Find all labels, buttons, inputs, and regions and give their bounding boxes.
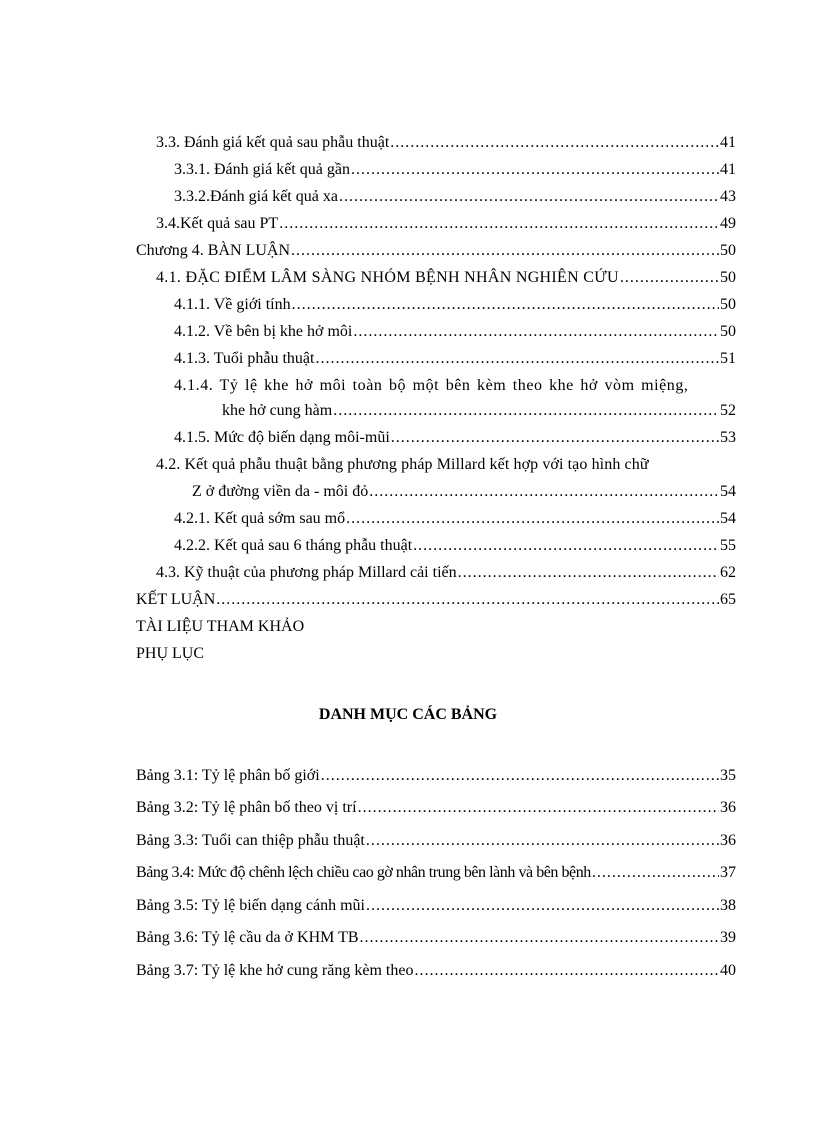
toc-page-number: 50 xyxy=(720,296,736,313)
table-entry-text: Bảng 3.4: Mức độ chênh lệch chiều cao gờ nhân trung bên lành và bên bệnh xyxy=(136,864,591,881)
toc-page-number: 65 xyxy=(720,591,736,608)
toc-leader xyxy=(216,589,719,611)
toc-entry-text: 4.2.2. Kết quả sau 6 tháng phẫu thuật xyxy=(174,537,413,554)
toc-entry xyxy=(136,616,736,642)
toc-entry-text: 4.1. ĐẶC ĐIỂM LÂM SÀNG NHÓM BỆNH NHÂN NGHIÊN CỨU xyxy=(156,269,619,286)
toc-page-number: 41 xyxy=(720,161,736,178)
toc-page-number: 55 xyxy=(720,537,736,554)
table-entry xyxy=(136,927,736,953)
toc-leader xyxy=(391,427,719,449)
toc-entry-text: KẾT LUẬN xyxy=(136,591,216,608)
toc-leader xyxy=(339,186,719,208)
toc-leader xyxy=(458,562,719,584)
toc-entry-continuation xyxy=(222,400,736,426)
toc-leader xyxy=(414,960,719,982)
table-entry-text: Bảng 3.7: Tỷ lệ khe hở cung răng kèm theo xyxy=(136,962,414,979)
toc-entry-text: 4.1.1. Về giới tính xyxy=(174,296,291,313)
toc-entry xyxy=(174,159,736,185)
toc-leader xyxy=(315,348,719,370)
toc-page-number: 53 xyxy=(720,429,736,446)
toc-leader xyxy=(592,862,719,884)
toc-entry-text: 4.2. Kết quả phẫu thuật bằng phương pháp Millard kết hợp với tạo hình chữ xyxy=(156,456,649,473)
toc-entry-text: TÀI LIỆU THAM KHẢO xyxy=(136,618,305,635)
toc-entry-cont-text: khe hở cung hàm xyxy=(222,402,333,419)
toc-page-number: 43 xyxy=(720,188,736,205)
toc-entry-text: 4.3. Kỹ thuật của phương pháp Millard cải tiến xyxy=(156,564,457,581)
tables-section-title: DANH MỤC CÁC BẢNG xyxy=(318,706,498,723)
toc-leader xyxy=(279,213,719,235)
table-entry-text: Bảng 3.2: Tỷ lệ phân bố theo vị trí xyxy=(136,799,357,816)
table-page-number: 40 xyxy=(720,962,736,979)
toc-entry-text: 3.3. Đánh giá kết quả sau phẫu thuật xyxy=(156,134,390,151)
toc-page-number: 54 xyxy=(720,483,736,500)
toc-leader xyxy=(291,240,719,262)
toc-leader xyxy=(321,765,719,787)
toc-entry xyxy=(174,321,736,347)
toc-entry xyxy=(174,427,736,453)
table-page-number: 35 xyxy=(720,767,736,784)
toc-page-number: 41 xyxy=(720,134,736,151)
toc-page-number: 51 xyxy=(720,350,736,367)
toc-entry-continuation xyxy=(192,481,736,507)
table-entry xyxy=(136,960,736,986)
table-entry xyxy=(136,862,736,888)
toc-page-number: 62 xyxy=(720,564,736,581)
table-entry xyxy=(136,797,736,823)
toc-entry-text: 4.1.2. Về bên bị khe hở môi xyxy=(174,323,353,340)
toc-entry xyxy=(174,294,736,320)
toc-entry-text: 3.4.Kết quả sau PT xyxy=(156,215,279,232)
toc-entry-text: 4.1.3. Tuổi phẫu thuật xyxy=(174,350,315,367)
table-entry-text: Bảng 3.3: Tuổi can thiệp phẫu thuật xyxy=(136,832,365,849)
toc-entry xyxy=(156,132,736,158)
toc-entry-text: PHỤ LỤC xyxy=(136,645,205,662)
toc-entry-text: 3.3.2.Đánh giá kết quả xa xyxy=(174,188,338,205)
toc-leader xyxy=(369,481,719,503)
toc-page-number: 52 xyxy=(720,402,736,419)
toc-leader xyxy=(333,400,719,422)
toc-leader xyxy=(413,535,719,557)
toc-entry-first-line xyxy=(156,454,740,480)
toc-page-number: 49 xyxy=(720,215,736,232)
toc-entry-text: 4.2.1. Kết quả sớm sau mổ xyxy=(174,510,346,527)
toc-leader xyxy=(390,132,719,154)
toc-leader xyxy=(360,927,719,949)
toc-entry-first-line xyxy=(174,375,736,401)
table-page-number: 36 xyxy=(720,832,736,849)
toc-entry xyxy=(136,643,736,669)
toc-entry xyxy=(174,508,736,534)
table-entry xyxy=(136,765,736,791)
toc-leader xyxy=(353,321,719,343)
toc-leader xyxy=(620,267,719,289)
toc-entry-text: 3.3.1. Đánh giá kết quả gần xyxy=(174,161,350,178)
toc-leader xyxy=(358,797,719,819)
toc-page-number: 54 xyxy=(720,510,736,527)
toc-entry-text: 4.1.5. Mức độ biến dạng môi-mũi xyxy=(174,429,390,446)
table-entry-text: Bảng 3.6: Tỷ lệ cầu da ở KHM TB xyxy=(136,929,359,946)
table-page-number: 37 xyxy=(720,864,736,881)
toc-entry xyxy=(156,213,736,239)
toc-page-number: 50 xyxy=(720,323,736,340)
toc-entry xyxy=(136,589,736,615)
toc-page-number: 50 xyxy=(720,269,736,286)
table-page-number: 39 xyxy=(720,929,736,946)
table-entry xyxy=(136,830,736,856)
toc-leader xyxy=(351,159,719,181)
toc-leader xyxy=(346,508,719,530)
toc-entry-text: 4.1.4. Tỷ lệ khe hở môi toàn bộ một bên kèm theo khe hở vòm miệng, xyxy=(174,377,689,394)
toc-entry xyxy=(174,186,736,212)
table-entry-text: Bảng 3.1: Tỷ lệ phân bố giới xyxy=(136,767,320,784)
toc-entry-text: Chương 4. BÀN LUẬN xyxy=(136,242,291,259)
toc-entry xyxy=(156,267,736,293)
toc-page-number: 50 xyxy=(720,242,736,259)
toc-leader xyxy=(366,830,719,852)
toc-leader xyxy=(292,294,719,316)
table-page-number: 36 xyxy=(720,799,736,816)
toc-entry xyxy=(136,240,736,266)
table-entry xyxy=(136,895,736,921)
toc-entry xyxy=(174,348,736,374)
toc-entry xyxy=(156,562,736,588)
table-entry-text: Bảng 3.5: Tỷ lệ biến dạng cánh mũi xyxy=(136,897,365,914)
toc-leader xyxy=(366,895,719,917)
table-page-number: 38 xyxy=(720,897,736,914)
toc-entry-cont-text: Z ở đường viền da - môi đỏ xyxy=(192,483,369,500)
toc-entry xyxy=(174,535,736,561)
